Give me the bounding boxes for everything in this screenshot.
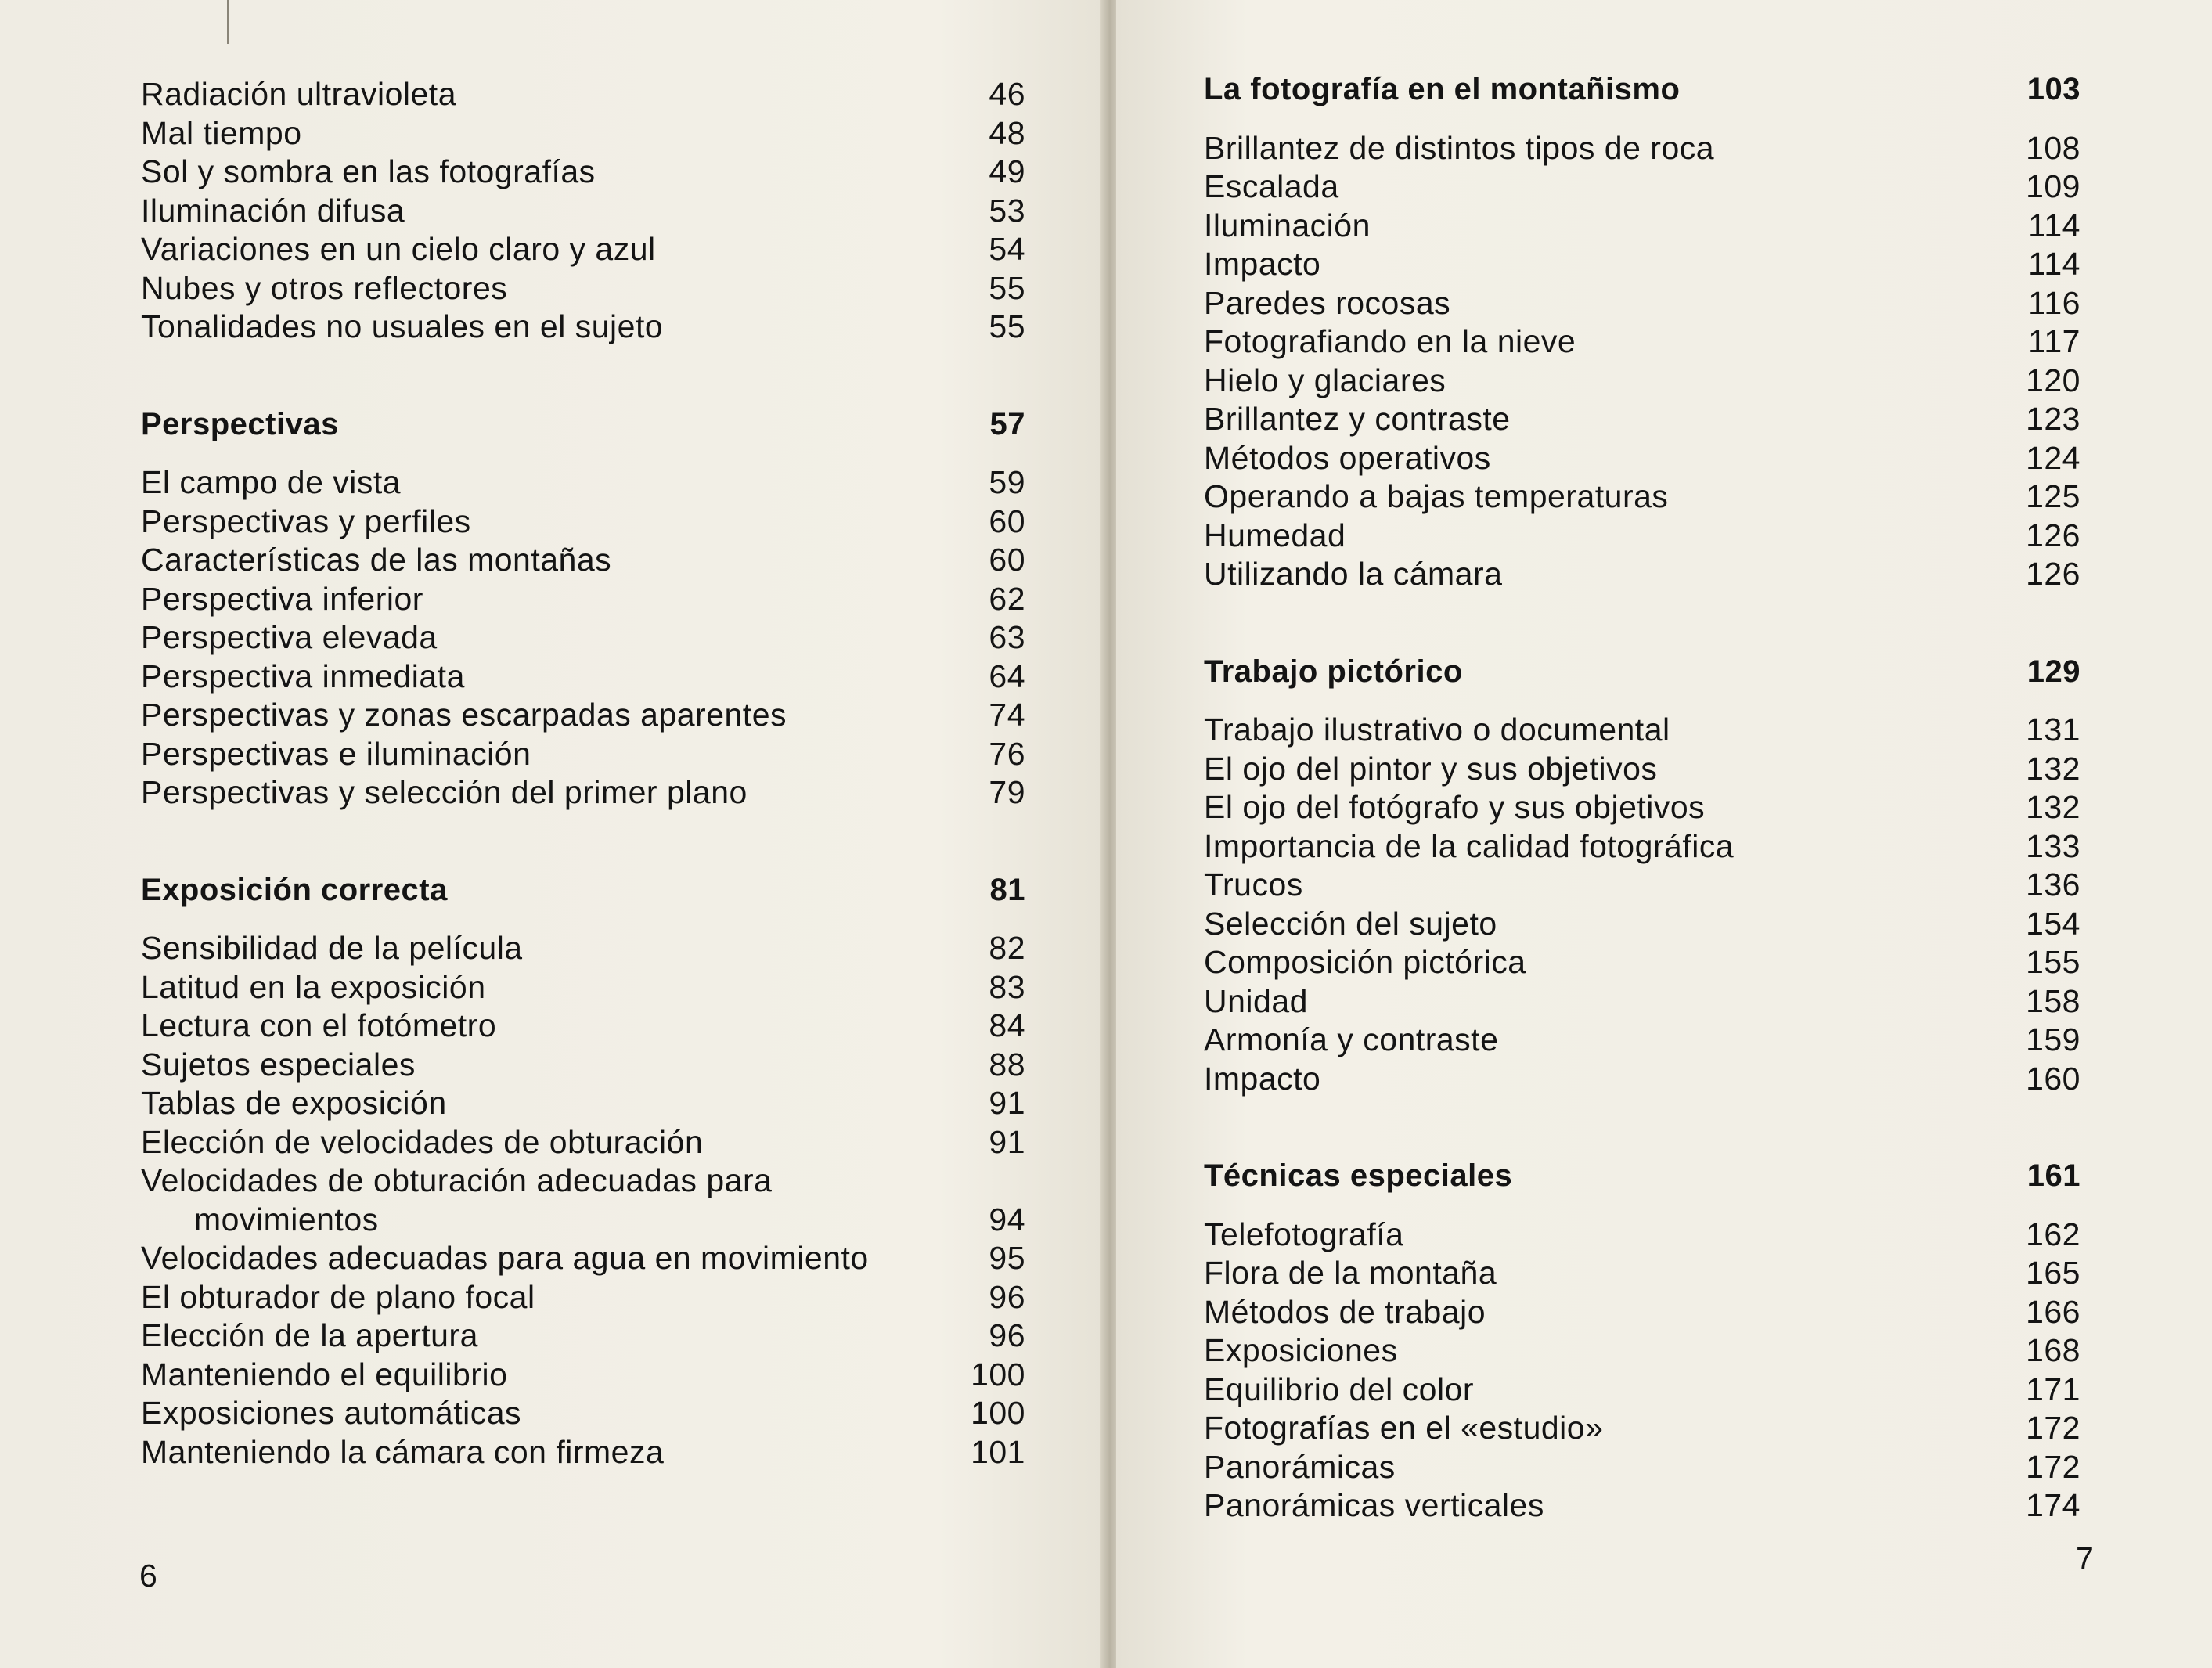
toc-entry (1204, 827, 2081, 866)
entry-title-text: Equilibrio del color (1204, 1371, 1475, 1407)
entry-title-text: Trucos (1204, 866, 1303, 902)
entry-title (141, 1123, 924, 1162)
entry-title-text: Velocidades de obturación adecuadas para (141, 1162, 773, 1198)
entry-title (1204, 1331, 1979, 1371)
entry-page-number: 171 (2026, 1371, 2081, 1407)
entry-title-continuation: movimientos (194, 1201, 379, 1237)
entry-title-text: Mal tiempo (141, 114, 302, 151)
toc-entry (141, 1278, 1025, 1317)
entry-page-number: 94 (989, 1201, 1025, 1237)
table-of-contents-left (141, 75, 1025, 1472)
entry-page-number: 108 (2026, 129, 2081, 166)
toc-entry (141, 773, 1025, 812)
entry-page-number: 81 (989, 872, 1025, 907)
entry-title-text: Elección de velocidades de obturación (141, 1123, 704, 1160)
entry-page-number: 103 (2026, 72, 2081, 106)
toc-entry (1204, 1371, 2081, 1410)
toc-entry (1204, 1331, 2081, 1371)
entry-page-number: 62 (989, 580, 1025, 617)
entry-title-text: Exposiciones automáticas (141, 1395, 522, 1431)
entry-page-number: 49 (989, 153, 1025, 189)
entry-title-text: Flora de la montaña (1204, 1255, 1497, 1291)
entry-title (1204, 245, 1979, 284)
entry-title-text: Tablas de exposición (141, 1085, 447, 1121)
entry-page-number: 95 (989, 1240, 1025, 1276)
entry-title (141, 405, 924, 445)
entry-page-number: 136 (2026, 866, 2081, 902)
entry-title-text: Trabajo pictórico (1204, 654, 1463, 689)
entry-title (1204, 1293, 1979, 1332)
entry-page-number: 125 (2026, 478, 2081, 514)
entry-title-text: Panorámicas (1204, 1448, 1396, 1485)
entry-page-number: 168 (2026, 1332, 2081, 1368)
entry-title (1204, 1254, 1979, 1293)
entry-title (1204, 129, 1979, 168)
entry-title-text: Hielo y glaciares (1204, 362, 1446, 398)
entry-title-text: Paredes rocosas (1204, 284, 1451, 321)
entry-title-text: Latitud en la exposición (141, 968, 486, 1005)
entry-title (141, 1356, 924, 1395)
entry-title (1204, 711, 1979, 750)
entry-page-number: 172 (2026, 1448, 2081, 1485)
toc-entry (1204, 517, 2081, 556)
entry-title-text: El ojo del pintor y sus objetivos (1204, 750, 1658, 787)
entry-page-number: 174 (2026, 1487, 2081, 1523)
entry-page-number: 55 (989, 269, 1025, 306)
toc-entry (141, 503, 1025, 542)
entry-title (1204, 70, 1979, 110)
toc-entry (141, 114, 1025, 153)
entry-title (1204, 1371, 1979, 1410)
entry-page-number: 84 (989, 1007, 1025, 1043)
toc-entry (141, 1162, 1025, 1239)
entry-title-text: Perspectiva elevada (141, 619, 438, 655)
entry-title-text: Importancia de la calidad fotográfica (1204, 827, 1735, 864)
entry-page-number: 120 (2026, 362, 2081, 398)
entry-page-number: 100 (971, 1395, 1025, 1431)
toc-entry (1204, 711, 2081, 750)
entry-title-text: Radiación ultravioleta (141, 76, 457, 112)
toc-entry (1204, 905, 2081, 944)
entry-page-number: 117 (2028, 323, 2081, 359)
entry-page-number: 172 (2026, 1410, 2081, 1446)
entry-title-text: El campo de vista (141, 464, 402, 500)
entry-title (1204, 362, 1979, 401)
entry-title-text: Selección del sujeto (1204, 905, 1497, 942)
entry-title-text: Exposición correcta (141, 872, 448, 907)
toc-entry (1204, 207, 2081, 246)
toc-entry (141, 735, 1025, 774)
toc-entry (141, 75, 1025, 114)
entry-title-text: Perspectiva inmediata (141, 657, 465, 694)
entry-title (141, 735, 924, 774)
entry-title (141, 696, 924, 735)
entry-title (141, 1394, 924, 1433)
section-heading (141, 405, 1025, 445)
entry-page-number: 100 (971, 1356, 1025, 1392)
entry-title-text: Elección de la apertura (141, 1317, 478, 1353)
toc-entry (141, 192, 1025, 231)
entry-page-number: 88 (989, 1046, 1025, 1083)
entry-title (141, 192, 924, 231)
entry-title-text: Perspectivas e iluminación (141, 735, 531, 772)
entry-page-number: 79 (989, 774, 1025, 810)
entry-title (141, 1317, 924, 1356)
toc-entry (141, 463, 1025, 503)
entry-title-text: Sensibilidad de la película (141, 930, 523, 966)
entry-page-number: 101 (971, 1433, 1025, 1470)
entry-title (141, 1007, 924, 1046)
entry-title (141, 580, 924, 619)
toc-entry (141, 1433, 1025, 1472)
entry-title (141, 657, 924, 697)
entry-title-text: Fotografías en el «estudio» (1204, 1410, 1604, 1446)
entry-title-text: Utilizando la cámara (1204, 556, 1503, 592)
entry-title (1204, 400, 1979, 439)
entry-page-number: 57 (989, 406, 1025, 441)
section-heading (141, 871, 1025, 910)
entry-title (1204, 750, 1979, 789)
toc-entry (1204, 750, 2081, 789)
page-number: 7 (2076, 1540, 2094, 1576)
entry-title (141, 541, 924, 580)
entry-title (1204, 1216, 1979, 1255)
entry-title-text: Brillantez y contraste (1204, 401, 1511, 437)
left-page (0, 0, 1104, 1668)
toc-entry (1204, 168, 2081, 207)
entry-page-number: 54 (989, 231, 1025, 267)
entry-page-number: 166 (2026, 1293, 2081, 1330)
entry-page-number: 155 (2026, 944, 2081, 980)
page-mark (227, 0, 229, 44)
entry-title-text: Manteniendo la cámara con firmeza (141, 1433, 665, 1470)
table-of-contents-right (1204, 70, 2081, 1526)
entry-title-text: Armonía y contraste (1204, 1021, 1499, 1057)
toc-entry (141, 308, 1025, 347)
section-heading (1204, 70, 2081, 110)
entry-title-text: Iluminación difusa (141, 192, 405, 229)
entry-title-text: Exposiciones (1204, 1332, 1398, 1368)
toc-entry (1204, 439, 2081, 478)
entry-title (1204, 284, 1979, 323)
toc-entry (141, 269, 1025, 308)
entry-page-number: 96 (989, 1317, 1025, 1353)
toc-entry (1204, 943, 2081, 982)
entry-page-number: 48 (989, 114, 1025, 151)
section-heading (1204, 653, 2081, 692)
toc-entry (141, 580, 1025, 619)
toc-entry (141, 1239, 1025, 1278)
entry-page-number: 158 (2026, 982, 2081, 1019)
entry-page-number: 96 (989, 1278, 1025, 1315)
entry-title (1204, 1021, 1979, 1060)
entry-title-text: La fotografía en el montañismo (1204, 72, 1681, 106)
entry-page-number: 123 (2026, 401, 2081, 437)
entry-title (1204, 517, 1979, 556)
entry-page-number: 165 (2026, 1255, 2081, 1291)
entry-title (1204, 943, 1979, 982)
entry-page-number: 133 (2026, 827, 2081, 864)
toc-entry (1204, 1486, 2081, 1526)
toc-entry (141, 230, 1025, 269)
entry-title (1204, 1486, 1979, 1526)
entry-page-number: 55 (989, 308, 1025, 344)
entry-page-number: 114 (2028, 246, 2081, 282)
entry-title-text: Perspectiva inferior (141, 580, 423, 617)
entry-page-number: 83 (989, 968, 1025, 1005)
toc-entry (1204, 1293, 2081, 1332)
entry-title (141, 968, 924, 1007)
entry-title-text: Variaciones en un cielo claro y azul (141, 231, 656, 267)
entry-title-text: Fotografiando en la nieve (1204, 323, 1576, 359)
toc-entry (1204, 322, 2081, 362)
toc-entry (1204, 1254, 2081, 1293)
entry-title (1204, 439, 1979, 478)
entry-title (1204, 788, 1979, 827)
entry-page-number: 91 (989, 1123, 1025, 1160)
entry-page-number: 159 (2026, 1021, 2081, 1057)
entry-page-number: 59 (989, 464, 1025, 500)
toc-entry (1204, 1021, 2081, 1060)
entry-title (141, 1278, 924, 1317)
entry-page-number: 109 (2026, 168, 2081, 204)
toc-entry (141, 618, 1025, 657)
entry-page-number: 126 (2026, 517, 2081, 553)
entry-title-text: Tonalidades no usuales en el sujeto (141, 308, 664, 344)
entry-page-number: 160 (2026, 1060, 2081, 1097)
entry-title (1204, 866, 1979, 905)
entry-title (141, 1239, 924, 1278)
entry-title (1204, 207, 1979, 246)
entry-title (1204, 982, 1979, 1021)
toc-entry (1204, 1060, 2081, 1099)
entry-title-text: Velocidades adecuadas para agua en movimiento (141, 1240, 869, 1276)
entry-title (141, 773, 924, 812)
toc-entry (1204, 362, 2081, 401)
right-page (1116, 0, 2212, 1668)
entry-title-text: Panorámicas verticales (1204, 1487, 1544, 1523)
entry-title (141, 871, 924, 910)
entry-title (141, 1162, 924, 1239)
entry-page-number: 131 (2026, 712, 2081, 748)
entry-title-text: Sol y sombra en las fotografías (141, 153, 596, 189)
entry-title (141, 308, 924, 347)
entry-title-text: Telefotografía (1204, 1216, 1404, 1252)
entry-page-number: 60 (989, 503, 1025, 539)
entry-title-text: Operando a bajas temperaturas (1204, 478, 1669, 514)
entry-title-text: Perspectivas y zonas escarpadas aparentes (141, 697, 787, 733)
entry-page-number: 126 (2026, 556, 2081, 592)
toc-entry (1204, 245, 2081, 284)
entry-page-number: 154 (2026, 905, 2081, 942)
toc-entry (141, 696, 1025, 735)
entry-page-number: 116 (2028, 284, 2081, 321)
entry-title-text: Características de las montañas (141, 542, 612, 578)
toc-entry (141, 657, 1025, 697)
page-number: 6 (139, 1558, 157, 1594)
toc-entry (1204, 284, 2081, 323)
toc-entry (1204, 788, 2081, 827)
entry-title (141, 1433, 924, 1472)
toc-entry (1204, 129, 2081, 168)
entry-title-text: El obturador de plano focal (141, 1278, 535, 1315)
entry-title (1204, 555, 1979, 594)
entry-title (1204, 1157, 1979, 1196)
entry-title (141, 1084, 924, 1123)
entry-title-text: Impacto (1204, 1060, 1321, 1097)
entry-title (1204, 1060, 1979, 1099)
entry-page-number: 162 (2026, 1216, 2081, 1252)
entry-title (141, 1046, 924, 1085)
entry-title (141, 463, 924, 503)
entry-title (141, 153, 924, 192)
toc-entry (141, 1317, 1025, 1356)
entry-title (1204, 653, 1979, 692)
entry-title-text: Impacto (1204, 246, 1321, 282)
entry-title-text: Escalada (1204, 168, 1339, 204)
entry-page-number: 132 (2026, 789, 2081, 825)
toc-entry (1204, 982, 2081, 1021)
entry-page-number: 129 (2026, 654, 2081, 689)
entry-title (141, 269, 924, 308)
entry-page-number: 124 (2026, 439, 2081, 476)
entry-title (141, 618, 924, 657)
entry-title-text: El ojo del fotógrafo y sus objetivos (1204, 789, 1706, 825)
toc-entry (1204, 1448, 2081, 1487)
entry-title (141, 503, 924, 542)
toc-entry (141, 1356, 1025, 1395)
entry-title-text: Métodos de trabajo (1204, 1293, 1486, 1330)
toc-entry (141, 968, 1025, 1007)
toc-entry (1204, 1409, 2081, 1448)
entry-title-text: Manteniendo el equilibrio (141, 1356, 508, 1392)
entry-title-text: Métodos operativos (1204, 439, 1491, 476)
entry-page-number: 64 (989, 657, 1025, 694)
entry-title (1204, 905, 1979, 944)
toc-entry (1204, 866, 2081, 905)
entry-title-text: Brillantez de distintos tipos de roca (1204, 129, 1715, 166)
entry-title-text: Perspectivas (141, 406, 339, 441)
entry-title (1204, 1448, 1979, 1487)
entry-title (141, 230, 924, 269)
toc-entry (1204, 555, 2081, 594)
entry-title-text: Iluminación (1204, 207, 1371, 243)
entry-title-text: Humedad (1204, 517, 1346, 553)
toc-entry (141, 1007, 1025, 1046)
entry-page-number: 76 (989, 735, 1025, 772)
toc-entry (141, 929, 1025, 968)
entry-title (1204, 1409, 1979, 1448)
entry-title (141, 929, 924, 968)
toc-entry (1204, 1216, 2081, 1255)
entry-title (1204, 168, 1979, 207)
entry-title (1204, 477, 1979, 517)
entry-page-number: 60 (989, 542, 1025, 578)
entry-page-number: 82 (989, 930, 1025, 966)
entry-page-number: 132 (2026, 750, 2081, 787)
entry-title (141, 114, 924, 153)
entry-title-text: Perspectivas y selección del primer plano (141, 774, 748, 810)
entry-page-number: 53 (989, 192, 1025, 229)
entry-title-text: Perspectivas y perfiles (141, 503, 471, 539)
toc-entry (141, 541, 1025, 580)
entry-title-text: Nubes y otros reflectores (141, 269, 508, 306)
toc-entry (141, 1084, 1025, 1123)
section-heading (1204, 1157, 2081, 1196)
entry-title-text: Trabajo ilustrativo o documental (1204, 712, 1670, 748)
toc-entry (141, 153, 1025, 192)
entry-title-text: Sujetos especiales (141, 1046, 416, 1083)
entry-page-number: 46 (989, 76, 1025, 112)
entry-title (1204, 322, 1979, 362)
entry-title (1204, 827, 1979, 866)
toc-entry (1204, 400, 2081, 439)
entry-page-number: 91 (989, 1085, 1025, 1121)
toc-entry (141, 1123, 1025, 1162)
entry-title-text: Lectura con el fotómetro (141, 1007, 497, 1043)
entry-page-number: 63 (989, 619, 1025, 655)
toc-entry (141, 1394, 1025, 1433)
entry-page-number: 114 (2028, 207, 2081, 243)
entry-title-text: Composición pictórica (1204, 944, 1526, 980)
entry-title (141, 75, 924, 114)
entry-title-text: Unidad (1204, 982, 1308, 1019)
toc-entry (141, 1046, 1025, 1085)
entry-page-number: 74 (989, 697, 1025, 733)
toc-entry (1204, 477, 2081, 517)
entry-title-text: Técnicas especiales (1204, 1158, 1513, 1193)
entry-page-number: 161 (2026, 1158, 2081, 1193)
